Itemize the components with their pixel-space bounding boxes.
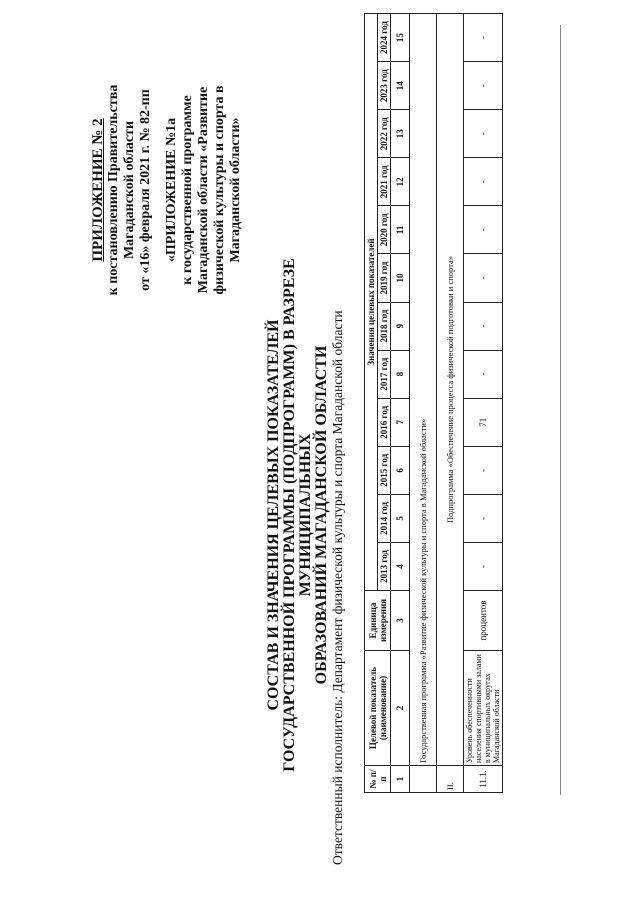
title-line-3: ОБРАЗОВАНИЙ МАГАДАНСКОЙ ОБЛАСТИ — [313, 345, 330, 685]
year-2024: 2024 год — [378, 14, 391, 62]
indicator-name: Уровень обеспеченности населения спортивными залами в муниципальных округах Магаданской области — [464, 651, 503, 766]
year-2014: 2014 год — [378, 494, 391, 542]
year-2019: 2019 год — [378, 254, 391, 302]
title-line-1: СОСТАВ И ЗНАЧЕНИЯ ЦЕЛЕВЫХ ПОКАЗАТЕЛЕЙ — [265, 319, 282, 711]
year-2015: 2015 год — [378, 446, 391, 494]
indicator-unit: процентов — [464, 591, 503, 651]
appendix-header — [90, 75, 244, 305]
col-num: № п/п — [365, 766, 391, 793]
subprogram-number: II. — [437, 766, 464, 793]
year-2022: 2022 год — [378, 110, 391, 158]
column-numbers-row: 1 2 3 4 5 6 7 8 9 10 11 12 13 14 15 — [391, 14, 410, 793]
program-label: Государственная программа «Развитие физической культуры и спорта в Магаданской области» — [410, 14, 437, 766]
title-line-2: ГОСУДАРСТВЕННОЙ ПРОГРАММЫ (ПОДПРОГРАММ) В РАЗРЕЗЕ МУНИЦИПАЛЬНЫХ — [281, 258, 314, 772]
year-2018: 2018 год — [378, 302, 391, 350]
page-title — [266, 185, 330, 845]
year-2020: 2020 год — [378, 206, 391, 254]
appendix-region: Магаданской области — [122, 120, 137, 260]
responsible-executor: Ответственный исполнитель: Департамент физической культуры и спорта Магаданской области — [330, 310, 345, 865]
year-2017: 2017 год — [378, 350, 391, 398]
subprogram-row — [437, 14, 464, 793]
appendix-date: от «16» февраля 2021 г. № 82-пп — [138, 89, 153, 291]
page-edge-line — [560, 25, 561, 795]
indicators-table — [364, 13, 503, 793]
appendix-number: ПРИЛОЖЕНИЕ № 2 — [90, 118, 106, 262]
year-2016: 2016 год — [378, 398, 391, 446]
table-row: 11.1. Уровень обеспеченности населения спортивными залами в муниципальных округах Магаданской области процентов - - - 71 - - - - - - - - — [464, 14, 503, 793]
appendix-decree: к постановлению Правительства — [106, 84, 121, 296]
col-values: Значения целевых показателей — [365, 14, 378, 591]
year-2021: 2021 год — [378, 158, 391, 206]
year-2013: 2013 год — [378, 542, 391, 590]
col-unit: Единица измерения — [365, 591, 391, 651]
appendix-old: «ПРИЛОЖЕНИЕ №1а — [164, 117, 179, 263]
subprogram-label: Подпрограмма «Обеспечение процесса физической подготовки и спорта» — [437, 14, 464, 766]
program-row — [410, 14, 437, 793]
col-indicator: Целевой показатель (наименование) — [365, 651, 391, 766]
appendix-program: к государственной программе Магаданской области «Развитие физической культуры и спорта в Магаданской области» — [180, 85, 243, 295]
year-2023: 2023 год — [378, 62, 391, 110]
